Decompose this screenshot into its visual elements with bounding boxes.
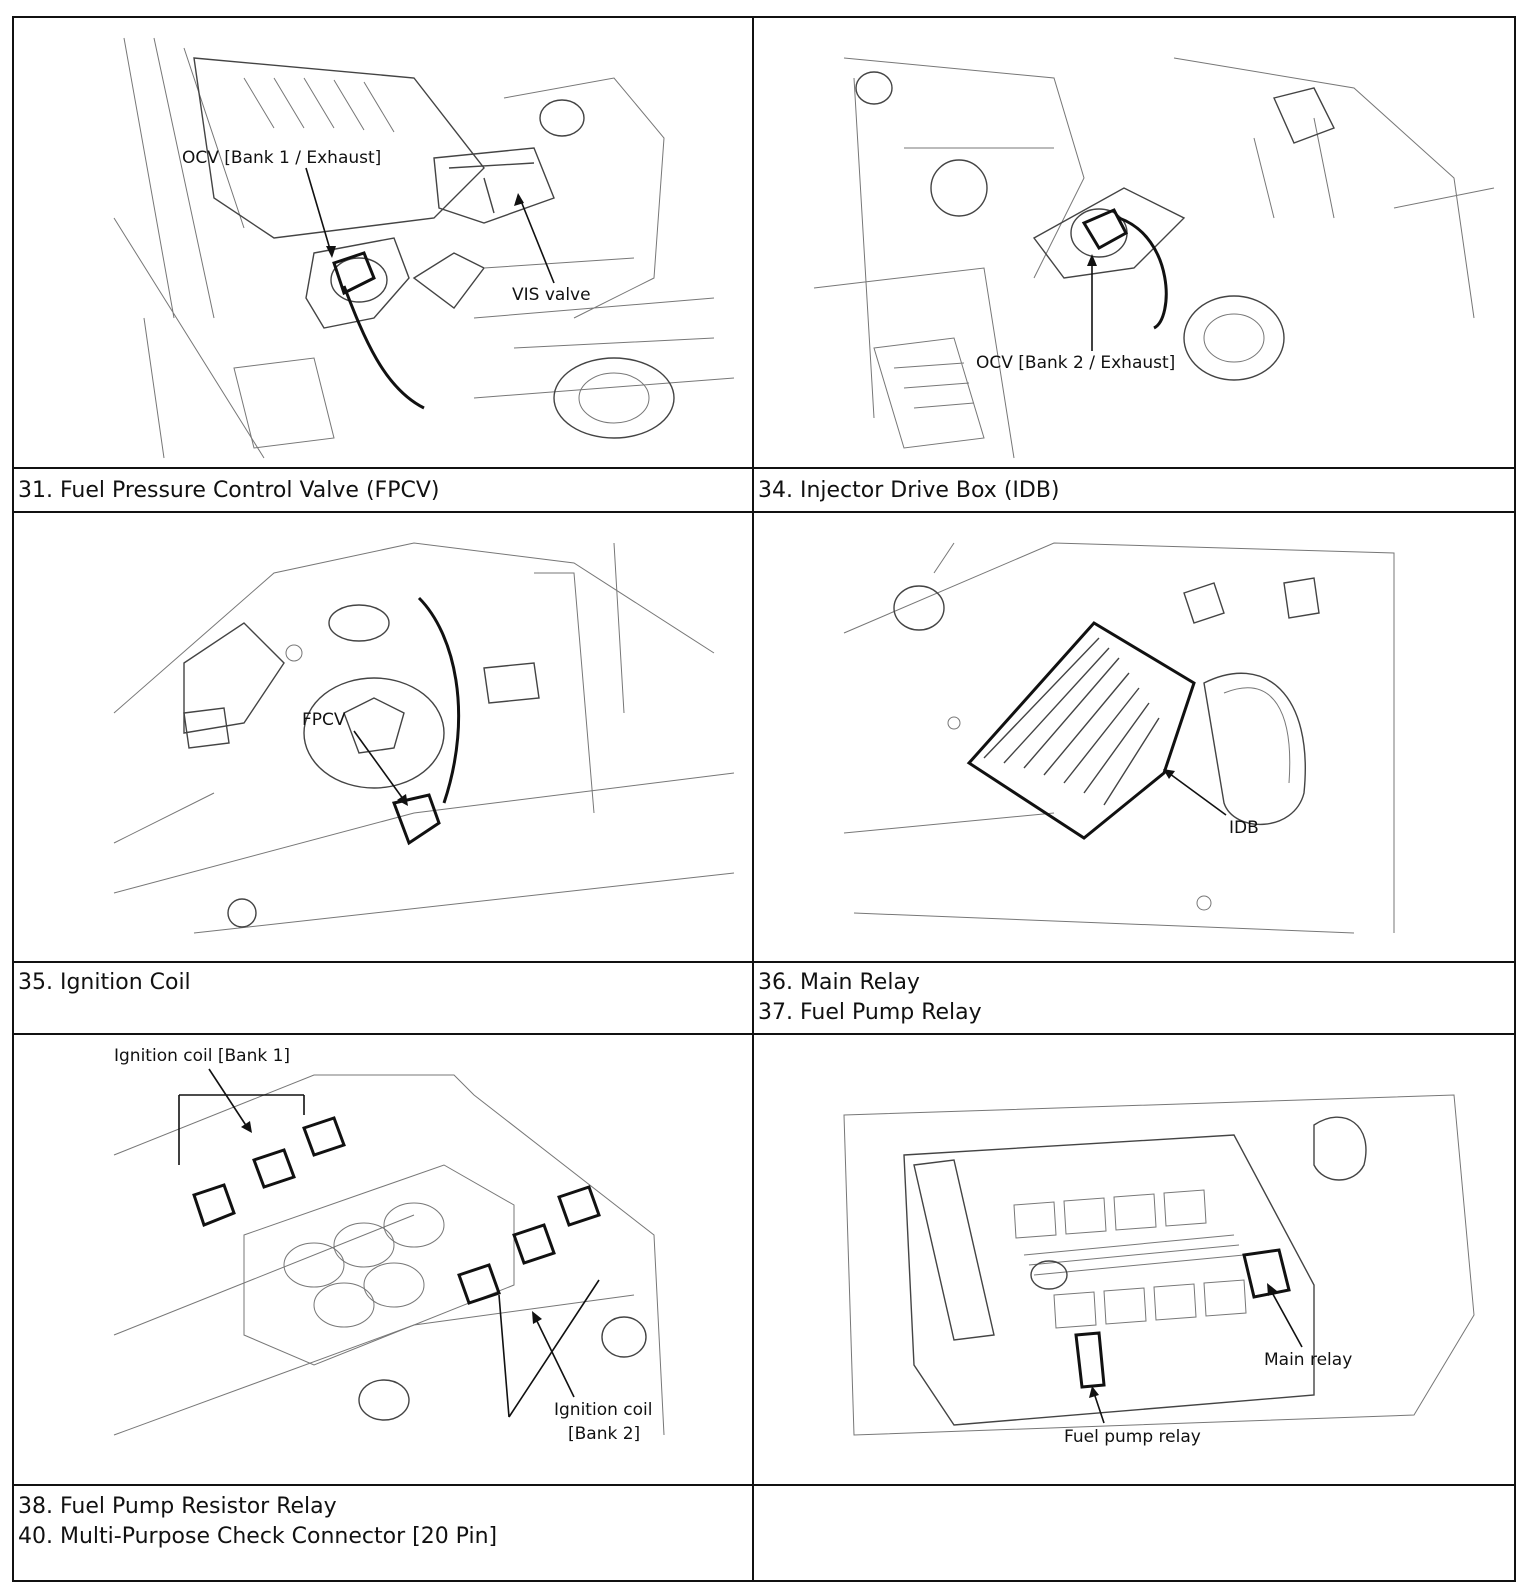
row-divider	[12, 1484, 1516, 1486]
callout-vis-valve: VIS valve	[512, 285, 591, 305]
figure-relay-box	[754, 1035, 1514, 1482]
figure-idb	[754, 513, 1514, 959]
figure-ocv-bank1	[14, 18, 750, 466]
figure-ocv-bank2	[754, 18, 1514, 466]
callout-idb: IDB	[1229, 818, 1259, 838]
caption-idb: 34. Injector Drive Box (IDB)	[758, 478, 1060, 503]
callout-ocv-bank1: OCV [Bank 1 / Exhaust]	[182, 148, 382, 168]
figure-fpcv	[14, 513, 750, 959]
callout-fpcv: FPCV	[302, 710, 346, 730]
figure-ignition-coils	[14, 1035, 750, 1482]
caption-ignition-coil: 35. Ignition Coil	[18, 970, 191, 995]
callout-main-relay: Main relay	[1264, 1350, 1353, 1370]
callout-ignition-coil-bank1: Ignition coil [Bank 1]	[114, 1046, 291, 1066]
caption-resistor-relay: 38. Fuel Pump Resistor Relay 40. Multi-Purpose Check Connector [20 Pin]	[18, 1494, 498, 1549]
callout-ocv-bank2: OCV [Bank 2 / Exhaust]	[976, 353, 1176, 373]
callout-fuel-pump-relay: Fuel pump relay	[1064, 1427, 1201, 1447]
callout-ignition-coil-bank2-line2: [Bank 2]	[568, 1424, 641, 1444]
row-divider	[12, 467, 1516, 469]
caption-fpcv: 31. Fuel Pressure Control Valve (FPCV)	[18, 478, 440, 503]
callout-ignition-coil-bank2-line1: Ignition coil	[554, 1400, 653, 1420]
row-divider	[12, 961, 1516, 963]
caption-relays: 36. Main Relay 37. Fuel Pump Relay	[758, 970, 982, 1025]
